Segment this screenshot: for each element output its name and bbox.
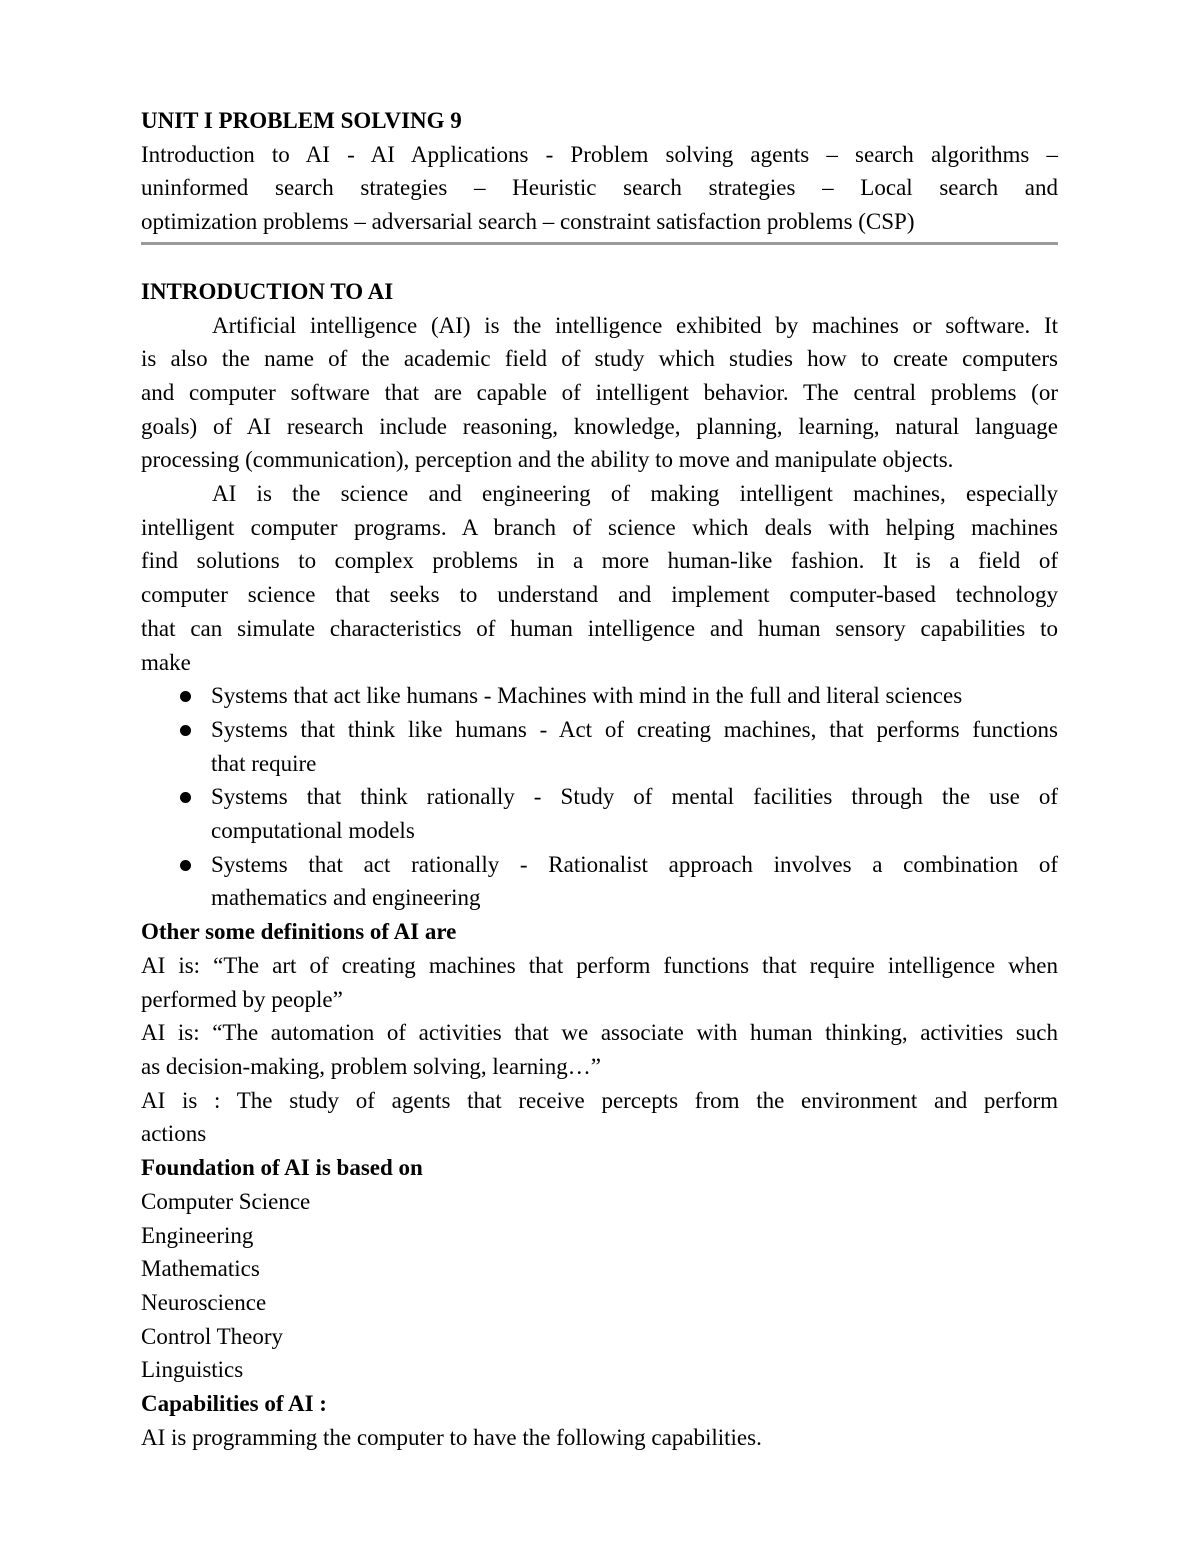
bullet-icon bbox=[180, 860, 191, 871]
paragraph-line: goals) of AI research include reasoning, knowledge, planning, learning, natural language bbox=[141, 413, 1058, 439]
foundation-item: Neuroscience bbox=[141, 1289, 267, 1315]
definition-line: performed by people” bbox=[141, 986, 343, 1012]
list-item-line: that require bbox=[211, 750, 317, 776]
section-heading: Capabilities of AI : bbox=[141, 1391, 327, 1417]
definition-line: AI is: “The automation of activities that we associate with human thinking, activities such bbox=[141, 1020, 1058, 1046]
section-heading: INTRODUCTION TO AI bbox=[141, 278, 394, 304]
unit-title: UNIT I PROBLEM SOLVING 9 bbox=[141, 108, 462, 133]
foundation-item: Linguistics bbox=[141, 1357, 244, 1383]
section-heading: Other some definitions of AI are bbox=[141, 919, 457, 945]
definition-line: actions bbox=[141, 1121, 207, 1147]
list-item bbox=[141, 713, 1058, 780]
bullet-icon bbox=[180, 691, 191, 702]
list-item-line: Systems that think rationally - Study of mental facilities through the use of bbox=[211, 784, 1058, 810]
definition bbox=[141, 1084, 1058, 1151]
paragraph-line: AI is the science and engineering of making intelligent machines, especially bbox=[212, 481, 1058, 507]
paragraph-line: that can simulate characteristics of human intelligence and human sensory capabilities to bbox=[141, 615, 1058, 641]
foundation-item: Computer Science bbox=[141, 1188, 311, 1214]
definition bbox=[141, 1016, 1058, 1083]
definition-line: as decision-making, problem solving, learning…” bbox=[141, 1053, 601, 1079]
list-item-line: Systems that act rationally - Rationalist approach involves a combination of bbox=[211, 851, 1058, 877]
paragraph-line: find solutions to complex problems in a more human-like fashion. It is a field of bbox=[141, 548, 1058, 574]
bullet-icon bbox=[180, 792, 191, 803]
foundation-item: Mathematics bbox=[141, 1256, 260, 1282]
list-item bbox=[141, 848, 1058, 915]
capabilities-text: AI is programming the computer to have the following capabilities. bbox=[141, 1424, 762, 1450]
bullet-icon bbox=[180, 725, 191, 736]
list-item-line: computational models bbox=[211, 818, 415, 844]
ai-categories-list bbox=[141, 679, 1058, 915]
paragraph-line: computer science that seeks to understand and implement computer-based technology bbox=[141, 582, 1058, 608]
paragraph-line: is also the name of the academic field of study which studies how to create computers bbox=[141, 346, 1058, 372]
definition-line: AI is : The study of agents that receive percepts from the environment and perform bbox=[141, 1087, 1058, 1113]
document-page bbox=[141, 104, 1058, 1454]
paragraph-line: Artificial intelligence (AI) is the intelligence exhibited by machines or software. It bbox=[212, 312, 1058, 338]
foundation-item: Engineering bbox=[141, 1222, 254, 1248]
syllabus-line: Introduction to AI - AI Applications - Problem solving agents – search algorithms – bbox=[141, 141, 1058, 167]
paragraph-line: intelligent computer programs. A branch of science which deals with helping machines bbox=[141, 514, 1058, 540]
definition bbox=[141, 949, 1058, 1016]
definition-line: AI is: “The art of creating machines that perform functions that require intelligence when bbox=[141, 952, 1058, 978]
paragraph-line: processing (communication), perception and the ability to move and manipulate objects. bbox=[141, 447, 954, 473]
list-item bbox=[141, 780, 1058, 847]
paragraph-line: and computer software that are capable of intelligent behavior. The central problems (or bbox=[141, 379, 1058, 405]
syllabus-line: uninformed search strategies – Heuristic search strategies – Local search and bbox=[141, 175, 1058, 201]
list-item bbox=[141, 679, 1058, 713]
list-item-line: Systems that think like humans - Act of creating machines, that performs functions bbox=[211, 716, 1058, 742]
paragraph-line: make bbox=[141, 649, 191, 675]
list-item-line: mathematics and engineering bbox=[211, 885, 481, 911]
list-item-line: Systems that act like humans - Machines with mind in the full and literal sciences bbox=[211, 683, 963, 709]
intro-paragraph-1 bbox=[141, 309, 1058, 478]
syllabus-line: optimization problems – adversarial search – constraint satisfaction problems (CSP) bbox=[141, 209, 915, 235]
intro-paragraph-2 bbox=[141, 477, 1058, 679]
foundation-item: Control Theory bbox=[141, 1323, 284, 1349]
section-heading: Foundation of AI is based on bbox=[141, 1155, 423, 1181]
foundation-list bbox=[141, 1185, 1058, 1387]
syllabus bbox=[141, 138, 1058, 239]
